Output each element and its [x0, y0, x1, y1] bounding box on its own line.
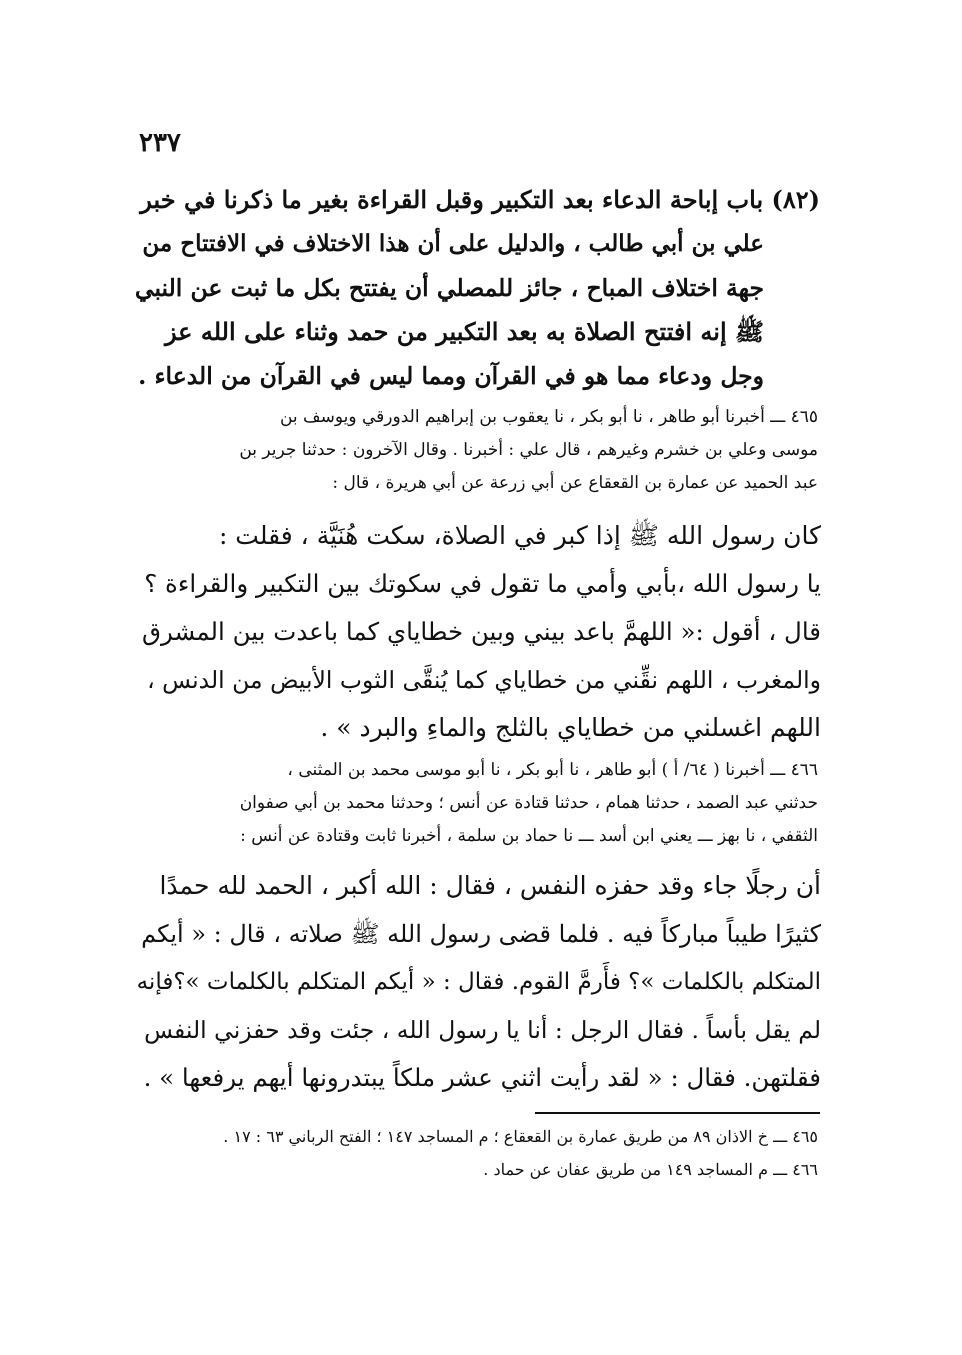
matn-line: لم يقل بأساً . فقال الرجل : أنا يا رسول الله ، جئت وقد حفزني النفس [144, 1016, 821, 1044]
chapter-heading-line: علي بن أبي طالب ، والدليل على أن هذا الاختلاف في الافتتاح من [142, 230, 764, 257]
footnote: ٤٦٦ ـــ م المساجد ١٤٩ من طريق عفان عن حماد . [483, 1160, 818, 1179]
isnad-line: الثقفي ، نا بهز ـــ يعني ابن أسد ـــ نا حماد بن سلمة ، أخبرنا ثابت وقتادة عن أنس : [240, 826, 818, 846]
matn-line: كثيرًا طيباً مباركاً فيه . فلما قضى رسول الله ﷺ صلاته ، قال : « أيكم [141, 920, 821, 948]
footnotes [138, 1120, 818, 1186]
matn-line: والمغرب ، اللهم نقِّني من خطاياي كما يُنقَّى الثوب الأبيض من الدنس ، [147, 666, 821, 694]
matn-line: فقلتهن. فقال : « لقد رأيت اثني عشر ملكاً يبتدرونها أيهم يرفعها » . [143, 1063, 821, 1092]
hadith-465-isnad [138, 401, 818, 500]
page-number: ٢٣٧ [139, 128, 181, 158]
matn-line: يا رسول الله ،بأبي وأمي ما تقول في سكوتك بين التكبير والقراءة ؟ [144, 569, 821, 598]
chapter-heading-line: وجل ودعاء مما هو في القرآن ومما ليس في القرآن من الدعاء . [138, 362, 764, 390]
matn-line: قال ، أقول :« اللهمَّ باعد بيني وبين خطاياي كما باعدت بين المشرق [142, 617, 821, 646]
hadith-465-matn [135, 512, 821, 752]
chapter-heading [135, 178, 820, 398]
matn-line: اللهم اغسلني من خطاياي بالثلج والماءِ والبرد » . [320, 713, 821, 742]
isnad-line: ٤٦٦ ـــ أخبرنا ( ٦٤/ أ ) أبو طاهر ، نا أبو بكر ، نا أبو موسى محمد بن المثنى ، [287, 760, 818, 780]
isnad-line: عبد الحميد عن عمارة بن القعقاع عن أبي زرعة عن أبي هريرة ، قال : [332, 473, 818, 493]
isnad-line: ٤٦٥ ـــ أخبرنا أبو طاهر ، نا أبو بكر ، نا يعقوب بن إبراهيم الدورقي ويوسف بن [279, 407, 818, 427]
matn-line: المتكلم بالكلمات »؟ فأَرمَّ القوم. فقال : « أيكم المتكلم بالكلمات »؟فإنه [136, 969, 821, 995]
chapter-heading-line: (٨٢) باب إباحة الدعاء بعد التكبير وقبل القراءة بغير ما ذكرنا في خبر [140, 185, 820, 214]
matn-line: أن رجلًا جاء وقد حفزه النفس ، فقال : الله أكبر ، الحمد لله حمدًا [159, 871, 821, 900]
footnote: ٤٦٥ ـــ خ الاذان ٨٩ من طريق عمارة بن القعقاع ؛ م المساجد ١٤٧ ؛ الفتح الرباني ٦٣ : ١٧ . [223, 1127, 818, 1146]
hadith-466-isnad [138, 754, 818, 853]
chapter-heading-line: ﷺ إنه افتتح الصلاة به بعد التكبير من حمد وثناء على الله عز [164, 317, 764, 346]
hadith-466-matn [135, 862, 821, 1102]
footnote-separator [535, 1112, 820, 1114]
isnad-line: موسى وعلي بن خشرم وغيرهم ، قال علي : أخبرنا . وقال الآخرون : حدثنا جرير بن [239, 440, 818, 460]
isnad-line: حدثني عبد الصمد ، حدثنا همام ، حدثنا قتادة عن أنس ؛ وحدثنا محمد بن أبي صفوان [239, 793, 818, 813]
matn-line: كان رسول الله ﷺ إذا كبر في الصلاة، سكت هُنَيَّة ، فقلت : [218, 521, 821, 550]
chapter-heading-line: جهة اختلاف المباح ، جائز للمصلي أن يفتتح بكل ما ثبت عن النبي [135, 274, 764, 302]
